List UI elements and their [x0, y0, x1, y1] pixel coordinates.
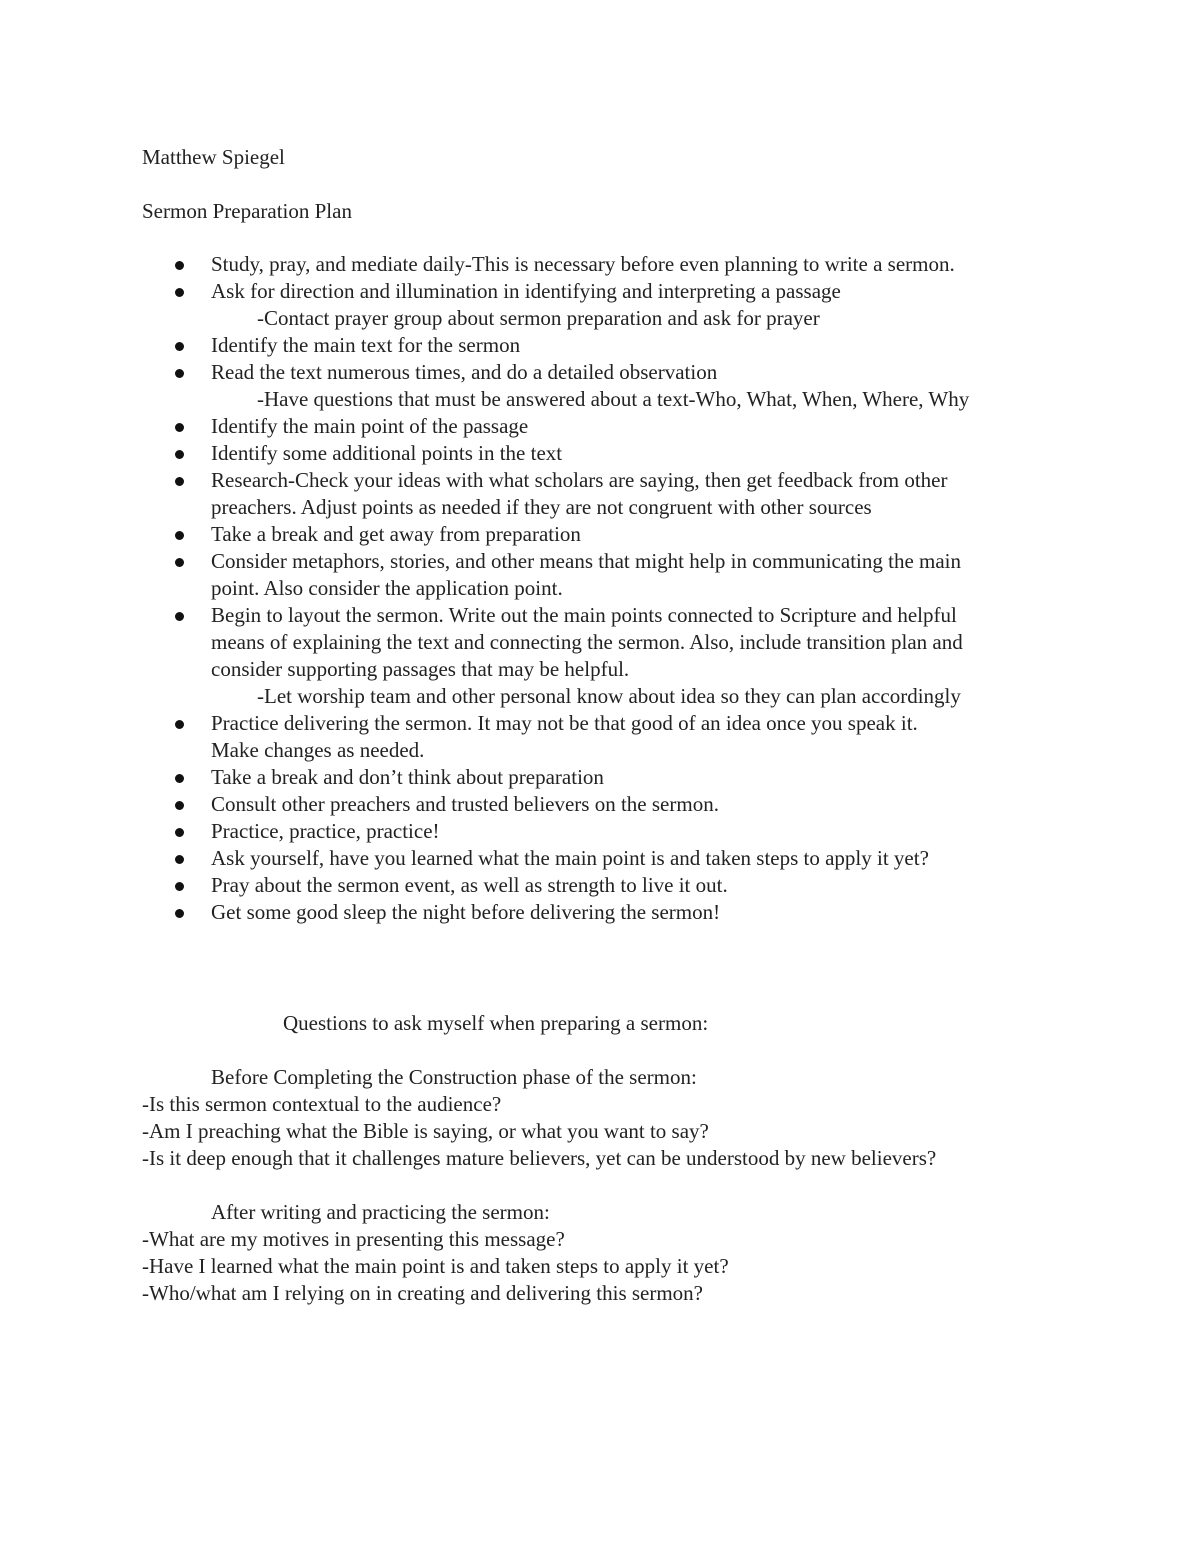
plan-line: [0, 764, 1200, 791]
plan-line-text: Ask for direction and illumination in identifying and interpreting a passage: [211, 279, 841, 303]
section-heading: After writing and practicing the sermon:: [211, 1200, 550, 1224]
plan-subline: [0, 386, 1200, 413]
after-writing-questions: [0, 1199, 1200, 1307]
document-title: Sermon Preparation Plan: [142, 199, 352, 223]
plan-line: [0, 521, 1200, 548]
plan-line: [0, 278, 1200, 305]
plan-line-continuation: [0, 737, 1200, 764]
question-item: -Who/what am I relying on in creating and delivering this sermon?: [142, 1281, 704, 1305]
bullet-icon: [175, 558, 184, 567]
question-item: -Is it deep enough that it challenges mature believers, yet can be understood by new believers?: [142, 1146, 937, 1170]
plan-line: [0, 548, 1200, 575]
bullet-icon: [175, 288, 184, 297]
bullet-icon: [175, 828, 184, 837]
plan-line-text: Pray about the sermon event, as well as strength to live it out.: [211, 873, 728, 897]
question-item: -Is this sermon contextual to the audience?: [142, 1092, 502, 1116]
plan-line: [0, 440, 1200, 467]
plan-line: [0, 710, 1200, 737]
plan-line-text: point. Also consider the application point.: [211, 576, 563, 600]
bullet-icon: [175, 882, 184, 891]
bullet-icon: [175, 477, 184, 486]
author-name: Matthew Spiegel: [142, 145, 285, 169]
plan-line-continuation: [0, 494, 1200, 521]
plan-line: [0, 359, 1200, 386]
plan-line: [0, 818, 1200, 845]
bullet-icon: [175, 801, 184, 810]
plan-line-text: means of explaining the text and connecting the sermon. Also, include transition plan and: [211, 630, 963, 654]
plan-line-text: preachers. Adjust points as needed if they are not congruent with other sources: [211, 495, 872, 519]
preparation-plan-list: [0, 251, 1200, 926]
bullet-icon: [175, 423, 184, 432]
question-item: -What are my motives in presenting this message?: [142, 1227, 565, 1251]
bullet-icon: [175, 261, 184, 270]
bullet-icon: [175, 342, 184, 351]
plan-line-text: Identify the main text for the sermon: [211, 333, 521, 357]
plan-line-text: Get some good sleep the night before delivering the sermon!: [211, 900, 721, 924]
plan-line-continuation: [0, 629, 1200, 656]
plan-line: [0, 845, 1200, 872]
plan-line-text: Study, pray, and mediate daily-This is necessary before even planning to write a sermon.: [211, 252, 955, 276]
plan-line: [0, 467, 1200, 494]
plan-line-text: -Let worship team and other personal know about idea so they can plan accordingly: [257, 684, 961, 708]
plan-line-text: consider supporting passages that may be helpful.: [211, 657, 630, 681]
questions-heading: Questions to ask myself when preparing a sermon:: [283, 1011, 709, 1035]
question-item: -Am I preaching what the Bible is saying, or what you want to say?: [142, 1119, 709, 1143]
plan-line-text: Take a break and get away from preparation: [211, 522, 581, 546]
plan-line-continuation: [0, 656, 1200, 683]
plan-line: [0, 791, 1200, 818]
plan-line-continuation: [0, 575, 1200, 602]
plan-subline: [0, 305, 1200, 332]
plan-line: [0, 899, 1200, 926]
plan-line: [0, 602, 1200, 629]
bullet-icon: [175, 855, 184, 864]
plan-line-text: Practice delivering the sermon. It may not be that good of an idea once you speak it.: [211, 711, 918, 735]
bullet-icon: [175, 720, 184, 729]
plan-line-text: Make changes as needed.: [211, 738, 425, 762]
plan-line-text: Ask yourself, have you learned what the main point is and taken steps to apply it yet?: [211, 846, 929, 870]
bullet-icon: [175, 612, 184, 621]
bullet-icon: [175, 909, 184, 918]
plan-line-text: Consider metaphors, stories, and other means that might help in communicating the main: [211, 549, 962, 573]
plan-line-text: Practice, practice, practice!: [211, 819, 440, 843]
plan-line: [0, 332, 1200, 359]
bullet-icon: [175, 531, 184, 540]
section-heading: Before Completing the Construction phase of the sermon:: [211, 1065, 697, 1089]
plan-line: [0, 872, 1200, 899]
question-item: -Have I learned what the main point is and taken steps to apply it yet?: [142, 1254, 729, 1278]
plan-line-text: Take a break and don’t think about preparation: [211, 765, 604, 789]
plan-line-text: Research-Check your ideas with what scholars are saying, then get feedback from other: [211, 468, 948, 492]
plan-line-text: Begin to layout the sermon. Write out the main points connected to Scripture and helpful: [211, 603, 957, 627]
plan-line: [0, 413, 1200, 440]
plan-line-text: Identify the main point of the passage: [211, 414, 529, 438]
plan-line-text: -Have questions that must be answered about a text-Who, What, When, Where, Why: [257, 387, 970, 411]
plan-line-text: Read the text numerous times, and do a detailed observation: [211, 360, 718, 384]
plan-line: [0, 251, 1200, 278]
before-construction-questions: [0, 1064, 1200, 1172]
bullet-icon: [175, 774, 184, 783]
bullet-icon: [175, 450, 184, 459]
bullet-icon: [175, 369, 184, 378]
plan-line-text: Consult other preachers and trusted believers on the sermon.: [211, 792, 719, 816]
plan-line-text: -Contact prayer group about sermon preparation and ask for prayer: [257, 306, 820, 330]
plan-subline: [0, 683, 1200, 710]
plan-line-text: Identify some additional points in the text: [211, 441, 563, 465]
